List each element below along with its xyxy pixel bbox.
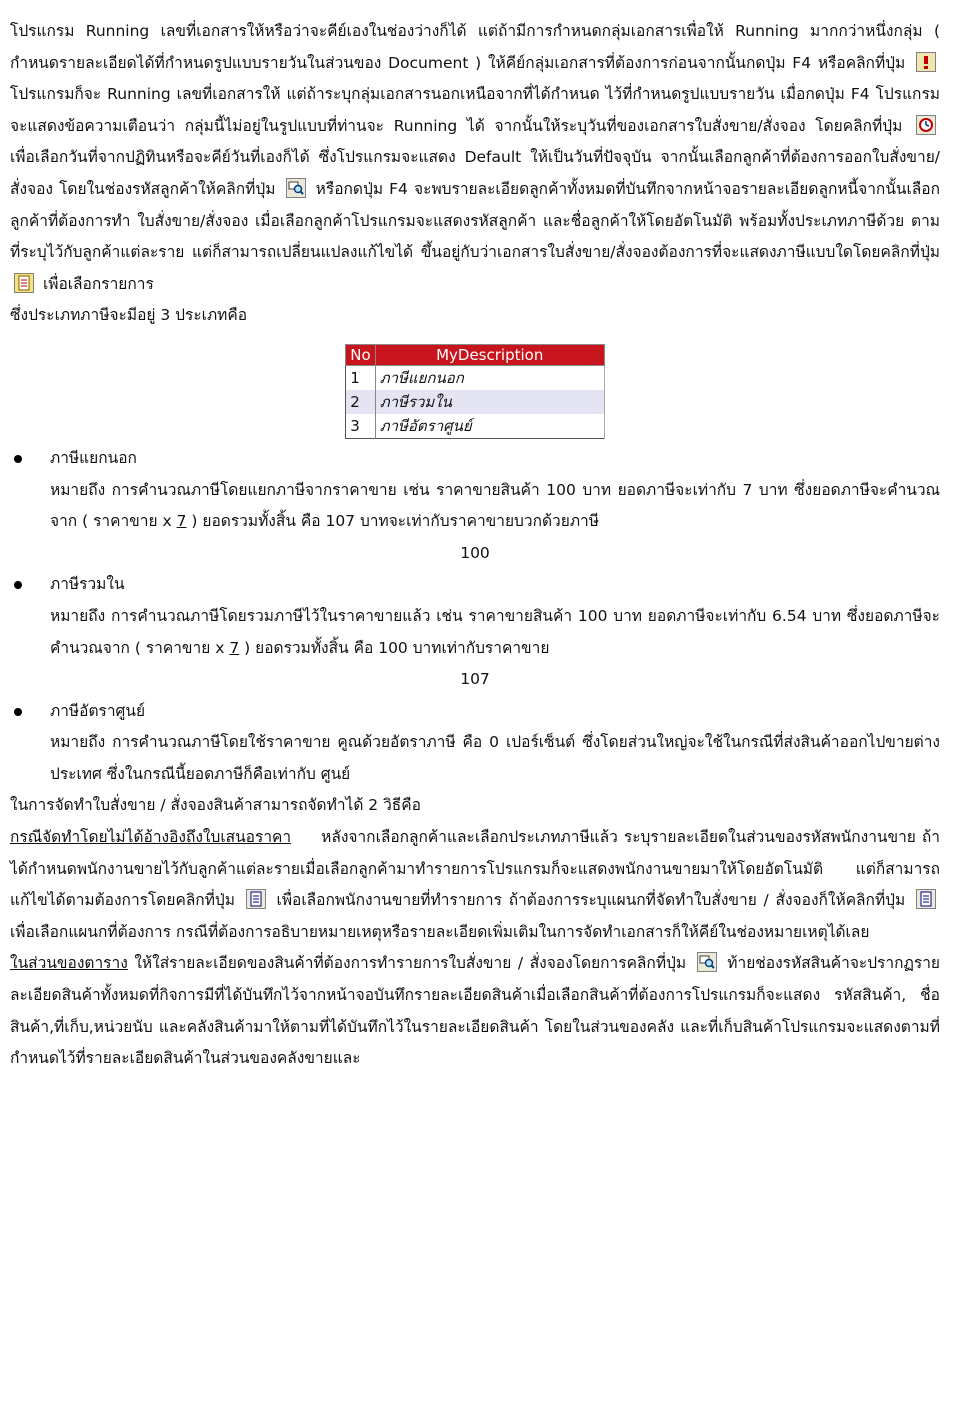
tax-row-desc: ภาษีรวมใน bbox=[375, 390, 604, 414]
table-text-1: ให้ใส่รายละเอียดของสินค้าที่ต้องการทำรายการใบสั่งขาย / สั่งจองโดยการคลิกที่ปุ่ม bbox=[134, 954, 687, 973]
intro-text-1: โปรแกรม Running เลขที่เอกสารให้หรือว่าจะคีย์เองในช่องว่างก็ได้ แต่ถ้ามีการกำหนดกลุ่มเอกสารเพื่อให้ Running มากกว่าหนึ่งกลุ่ม ( กำหนดรายละเอียดได้ที่กำหนดรูปแบบรายวันในส่วนของ Document ) ให้คีย์กลุ่มเอกสารที่ต้องการก่อนจากนั้นกดปุ่ม F4 หรือคลิกที่ปุ่ม bbox=[10, 22, 940, 72]
case-no-quotation bbox=[10, 822, 940, 948]
bullet-exclusive-desc bbox=[10, 475, 940, 538]
case-text-1: หลังจากเลือกลูกค้าและเลือกประเภทภาษีแล้ว ระบุรายละเอียดในส่วนของรหัสพนักงานขาย ถ้าได้กำหนดพนักงานขายไว้กับลูกค้าแต่ละรายเมื่อเลือกลูกค้ามาทำรายการโปรแกรมก็จะแสดงพนักงานขายมาให้โดยอัตโนมัติ แต่ก็สามารถแก้ไขได้ตามต้องการโดยคลิกที่ปุ่ม bbox=[10, 828, 940, 910]
fraction-numerator: 7 bbox=[176, 512, 187, 531]
bullet-dot bbox=[14, 581, 22, 589]
table-text-2: ท้ายช่องรหัสสินค้าจะปรากฏรายละเอียดสินค้าทั้งหมดที่กิจการมีที่ได้บันทึกไว้จากหน้าจอบันทึกรายละเอียดสินค้าเมื่อเลือกสินค้าที่ต้องการโปรแกรมก็จะแสดง รหัสสินค้า, ชื่อสินค้า,ที่เก็บ,หน่วยนับ และคลังสินค้ามาให้ตามที่ได้บันทึกไว้ในรายละเอียดสินค้า โดยในส่วนของคลัง และที่เก็บสินค้าโปรแกรมจะแสดงตามที่กำหนดไว้ที่รายละเอียดสินค้าในส่วนของคลังขายและ bbox=[10, 954, 940, 1068]
tax-type-table bbox=[345, 344, 604, 439]
tax-table-header-no: No bbox=[346, 344, 375, 365]
search-magnifier-icon[interactable] bbox=[286, 178, 306, 198]
intro-text-2: โปรแกรมก็จะ Running เลขที่เอกสารให้ แต่ถ้าระบุกลุ่มเอกสารนอกเหนือจากที่ได้กำหนด ไว้ที่กำหนดรูปแบบรายวัน เมื่อกดปุ่ม F4 โปรแกรมจะแสดงข้อความเตือนว่า กลุ่มนี้ไม่อยู่ในรูปแบบที่ท่านจะ Running ได้ จากนั้นให้ระบุวันที่ของเอกสารใบสั่งขาย/สั่งจอง โดยคลิกที่ปุ่ม bbox=[10, 85, 940, 135]
bullet-title: ภาษีแยกนอก bbox=[50, 448, 137, 467]
tax-table-header bbox=[346, 344, 604, 365]
table-row[interactable] bbox=[346, 390, 604, 414]
bullet-zero-rate-tax bbox=[10, 696, 940, 728]
document-list-icon[interactable] bbox=[916, 889, 936, 909]
fraction-numerator: 7 bbox=[229, 638, 240, 657]
search-magnifier-icon[interactable] bbox=[697, 952, 717, 972]
tax-types-intro: ซึ่งประเภทภาษีจะมีอยู่ 3 ประเภทคือ bbox=[10, 306, 248, 325]
tax-row-no: 3 bbox=[346, 414, 375, 439]
bullet-title: ภาษีรวมใน bbox=[50, 575, 125, 594]
bullet-title: ภาษีอัตราศูนย์ bbox=[50, 701, 146, 720]
intro-text-5: เพื่อเลือกรายการ bbox=[42, 274, 154, 293]
case-title: กรณีจัดทำโดยไม่ได้อ้างอิงถึงใบเสนอราคา bbox=[10, 828, 292, 847]
tax-row-desc: ภาษีแยกนอก bbox=[375, 365, 604, 390]
tax-row-no: 2 bbox=[346, 390, 375, 414]
case-text-2: เพื่อเลือกพนักงานขายที่ทำรายการ ถ้าต้องการระบุแผนกที่จัดทำใบสั่งขาย / สั่งจองก็ให้คลิกที่ปุ่ม bbox=[276, 891, 906, 910]
intro-text-3: เพื่อเลือกวันที่จากปฏิทินหรือจะคีย์วันที่เองก็ได้ ซึ่งโปรแกรมจะแสดง Default ให้เป็นวันที่ปัจจุบัน จากนั้นเลือกลูกค้าที่ต้องการออกใบสั่งขาย/สั่งจอง โดยในช่องรหัสลูกค้าให้คลิกที่ปุ่ม bbox=[10, 148, 940, 198]
bullet-text-2: ) ยอดรวมทั้งสิ้น คือ 100 บาทเท่ากับราคาขาย bbox=[244, 638, 550, 657]
tax-type-table-wrap bbox=[10, 344, 940, 439]
tax-row-no: 1 bbox=[346, 365, 375, 390]
document-page bbox=[10, 0, 940, 1075]
bullet-inclusive-desc bbox=[10, 601, 940, 664]
tax-table-header-desc: MyDescription bbox=[375, 344, 604, 365]
methods-lead: ในการจัดทำใบสั่งขาย / สั่งจองสินค้าสามารถจัดทำได้ 2 วิธีคือ bbox=[10, 796, 421, 815]
case-text-3: เพื่อเลือกแผนกที่ต้องการ กรณีที่ต้องการอธิบายหมายเหตุหรือรายละเอียดเพิ่มเติมในการจัดทำเอกสารก็ให้คีย์ในช่องหมายเหตุได้เลย bbox=[10, 922, 870, 941]
fraction-denominator: 100 bbox=[460, 543, 490, 562]
bullet-inclusive-tax bbox=[10, 569, 940, 601]
list-document-icon[interactable] bbox=[14, 273, 34, 293]
bullet-exclusive-tax bbox=[10, 443, 940, 475]
bullet-text-2: ) ยอดรวมทั้งสิ้น คือ 107 บาทจะเท่ากับราคาขายบวกด้วยภาษี bbox=[191, 512, 599, 531]
table-section bbox=[10, 948, 940, 1074]
intro-text-4: หรือกดปุ่ม F4 จะพบรายละเอียดลูกค้าทั้งหมดที่บันทึกจากหน้าจอรายละเอียดลูกหนี้จากนั้นเลือกลูกค้าที่ต้องการทำ ใบสั่งขาย/สั่งจอง เมื่อเลือกลูกค้าโปรแกรมจะแสดงรหัสลูกค้า และชื่อลูกค้าให้โดยอัตโนมัติ พร้อมทั้งประเภทภาษีด้วย ตามที่ระบุไว้กับลูกค้าแต่ละราย แต่ก็สามารถเปลี่ยนแปลงแก้ไขได้ ขึ้นอยู่กับว่าเอกสารใบสั่งขาย/สั่งจองต้องการที่จะแสดงภาษีแบบใดโดยคลิกที่ปุ่ม bbox=[10, 179, 940, 262]
bullet-dot bbox=[14, 708, 22, 716]
calendar-clock-icon[interactable] bbox=[916, 115, 936, 135]
fraction-denominator: 107 bbox=[460, 670, 490, 689]
bullet-dot bbox=[14, 455, 22, 463]
tax-row-desc: ภาษีอัตราศูนย์ bbox=[375, 414, 604, 439]
document-list-icon[interactable] bbox=[246, 889, 266, 909]
bullet-text: หมายถึง การคำนวณภาษีโดยรวมภาษีไว้ในราคาขายแล้ว เช่น ราคาขายสินค้า 100 บาท ยอดภาษีจะเท่ากับ 6.54 บาท ซึ่งยอดภาษีจะคำนวณจาก ( ราคาขาย x bbox=[50, 606, 940, 657]
bullet-text: หมายถึง การคำนวณภาษีโดยแยกภาษีจากราคาขาย เช่น ราคาขายสินค้า 100 บาท ยอดภาษีจะเท่ากับ 7 บาท ซึ่งยอดภาษีจะคำนวณจาก ( ราคาขาย x bbox=[50, 480, 940, 531]
bullet-zero-rate-desc: หมายถึง การคำนวณภาษีโดยใช้ราคาขาย คูณด้วยอัตราภาษี คือ 0 เปอร์เซ็นต์ ซึ่งโดยส่วนใหญ่จะใช้ในกรณีที่ส่งสินค้าออกไปขายต่างประเทศ ซึ่งในกรณีนี้ยอดภาษีก็คือเท่ากับ ศูนย์ bbox=[50, 733, 940, 783]
intro-paragraph bbox=[10, 0, 940, 300]
table-section-title: ในส่วนของตาราง bbox=[10, 954, 128, 973]
exclamation-icon[interactable] bbox=[916, 52, 936, 72]
table-row[interactable] bbox=[346, 365, 604, 390]
table-row[interactable] bbox=[346, 414, 604, 439]
